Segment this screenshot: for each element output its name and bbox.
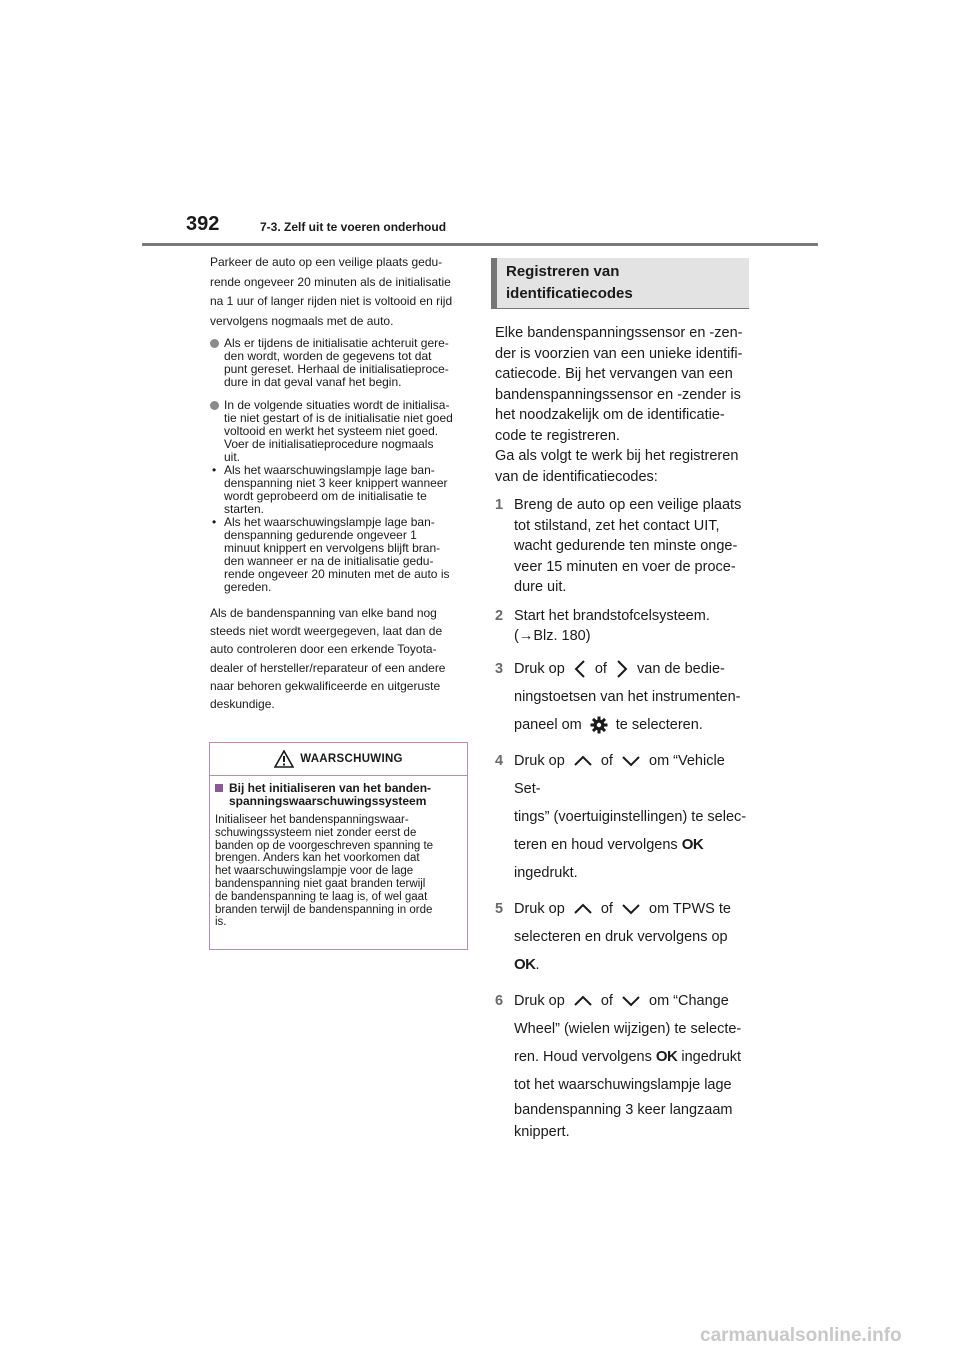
step-number: 6 bbox=[495, 992, 504, 1009]
text-line: der is voorzien van een unieke identifi- bbox=[495, 345, 743, 362]
text-line: denspanning niet 3 keer knippert wanneer bbox=[224, 476, 448, 490]
text-line: wacht gedurende ten minste onge- bbox=[514, 538, 738, 554]
text-line: steeds niet wordt weergegeven, laat dan de bbox=[210, 624, 443, 639]
text-fragment: van de bedie- bbox=[637, 660, 725, 677]
text-line: wordt geprobeerd om de initialisatie te bbox=[224, 489, 427, 503]
text-line: dure uit. bbox=[514, 579, 567, 595]
bullet-dot-icon bbox=[210, 401, 219, 410]
left-column bbox=[210, 253, 470, 719]
warning-header bbox=[210, 743, 467, 776]
square-bullet-icon bbox=[215, 784, 223, 792]
text-line: auto controleren door een erkende Toyota- bbox=[210, 642, 437, 657]
chevron-up-icon bbox=[573, 754, 593, 768]
heading-line: Registreren van bbox=[506, 263, 620, 280]
intro-paragraph bbox=[210, 253, 470, 331]
text-fragment: of bbox=[600, 752, 613, 769]
right-column bbox=[495, 323, 755, 1143]
bullet-reversing bbox=[210, 337, 470, 389]
sub-list bbox=[210, 464, 470, 594]
text-line: banden op de voorgeschreven spanning te bbox=[215, 839, 434, 852]
page-number: 392 bbox=[186, 213, 220, 235]
text-line: dealer of hersteller/reparateur of een andere bbox=[210, 660, 446, 675]
text-fragment: paneel om bbox=[514, 716, 582, 733]
text-fragment: ren. Houd vervolgens bbox=[514, 1048, 652, 1065]
section-heading bbox=[491, 258, 749, 309]
gear-icon bbox=[590, 716, 608, 734]
text-line: • Als het waarschuwingslampje lage ban- bbox=[224, 463, 435, 477]
text-line: Als er tijdens de initialisatie achteruit gere- bbox=[224, 336, 449, 350]
page-reference: (→Blz. 180) bbox=[514, 628, 591, 644]
text-line: code te registreren. bbox=[495, 427, 620, 444]
text-line: Parkeer de auto op een veilige plaats gedu- bbox=[210, 255, 443, 269]
text-line: knippert. bbox=[514, 1123, 570, 1140]
text-line: • Als het waarschuwingslampje lage ban- bbox=[224, 515, 435, 529]
text-line: punt gereset. Herhaal de initialisatieproce- bbox=[224, 362, 449, 376]
text-line: is. bbox=[215, 916, 227, 929]
step-6 bbox=[495, 987, 755, 1143]
text-line: na 1 uur of langer rijden niet is voltooid en rijd bbox=[210, 294, 453, 308]
list-item bbox=[210, 464, 470, 516]
text-line: rende ongeveer 20 minuten als de initialisatie bbox=[210, 274, 451, 289]
closing-paragraph bbox=[210, 604, 470, 713]
text-line: bandenspanning niet gaat branden terwijl bbox=[215, 877, 426, 890]
warning-body bbox=[210, 776, 467, 929]
text-line: catiecode. Bij het vervangen van een bbox=[495, 366, 733, 382]
text-fragment: Druk op bbox=[514, 900, 565, 917]
text-line: uit. bbox=[224, 450, 241, 464]
text-line: het noodzakelijk om de identificatie- bbox=[495, 407, 725, 423]
chevron-up-icon bbox=[573, 994, 593, 1008]
text-fragment: . bbox=[535, 956, 540, 973]
warning-title: WAARSCHUWING bbox=[300, 753, 403, 765]
text-line: starten. bbox=[224, 502, 265, 516]
ok-button-icon: OK bbox=[655, 1047, 678, 1065]
chevron-right-icon bbox=[615, 659, 629, 679]
text-line: tie niet gestart of is de initialisatie niet goed bbox=[224, 411, 453, 425]
chevron-left-icon bbox=[573, 659, 587, 679]
text-line: spanningswaarschuwingssysteem bbox=[229, 794, 427, 808]
step-5 bbox=[495, 895, 755, 979]
text-line: denspanning gedurende ongeveer 1 bbox=[224, 528, 417, 542]
warning-text bbox=[215, 814, 462, 929]
text-line: Voer de initialisatieprocedure nogmaals bbox=[224, 437, 434, 451]
list-item bbox=[210, 516, 470, 594]
text-line: tot het waarschuwingslampje lage bbox=[514, 1076, 732, 1093]
text-fragment: teren en houd vervolgens bbox=[514, 836, 678, 853]
text-line: branden terwijl de bandenspanning in orde bbox=[215, 903, 433, 916]
warning-triangle-icon bbox=[274, 750, 294, 768]
heading-line: identificatiecodes bbox=[506, 285, 633, 302]
text-line: den wanneer er na de initialisatie gedu- bbox=[224, 554, 434, 568]
ok-button-icon: OK bbox=[514, 955, 536, 973]
text-line: Bij het initialiseren van het banden- bbox=[229, 781, 432, 795]
text-line: bandenspanning 3 keer langzaam bbox=[514, 1101, 733, 1118]
text-fragment: of bbox=[594, 660, 607, 677]
text-line: Elke bandenspanningssensor en -zen- bbox=[495, 325, 743, 341]
text-fragment: om TPWS te bbox=[649, 900, 731, 917]
text-fragment: Druk op bbox=[514, 660, 565, 677]
text-line: minuut knippert en vervolgens blijft bran- bbox=[224, 541, 441, 555]
text-line: voltooid en werkt het systeem niet goed. bbox=[224, 424, 439, 438]
text-line: Initialiseer het bandenspanningswaar- bbox=[215, 814, 409, 826]
text-line: vervolgens nogmaals met de auto. bbox=[210, 313, 394, 328]
text-line: tings” (voertuiginstellingen) te selec- bbox=[514, 808, 747, 825]
text-line: In de volgende situaties wordt de initialisa- bbox=[224, 398, 450, 412]
step-number: 2 bbox=[495, 607, 504, 624]
warning-subtitle bbox=[215, 782, 462, 808]
text-line: gereden. bbox=[224, 580, 272, 594]
ok-button-icon: OK bbox=[681, 835, 704, 853]
text-line: bandenspanningssensor en -zender is bbox=[495, 386, 741, 403]
chevron-down-icon bbox=[621, 902, 641, 916]
text-line: den wordt, worden de gegevens tot dat bbox=[224, 349, 432, 363]
bullet-dot-icon bbox=[210, 339, 219, 348]
text-fragment: of bbox=[600, 900, 613, 917]
warning-box bbox=[209, 742, 468, 950]
text-fragment: of bbox=[600, 992, 613, 1009]
step-1 bbox=[495, 495, 755, 598]
text-line: veer 15 minuten en voer de proce- bbox=[514, 558, 736, 575]
text-line: tot stilstand, zet het contact UIT, bbox=[514, 517, 720, 534]
text-fragment: Druk op bbox=[514, 752, 565, 769]
text-line: Breng de auto op een veilige plaats bbox=[514, 497, 742, 513]
step-number: 3 bbox=[495, 660, 504, 677]
text-fragment: om “Vehicle Set- bbox=[514, 752, 725, 797]
text-line: ingedrukt. bbox=[514, 864, 578, 881]
chevron-down-icon bbox=[621, 994, 641, 1008]
step-number: 1 bbox=[495, 497, 504, 513]
text-fragment: om “Change bbox=[649, 992, 729, 1009]
chevron-up-icon bbox=[573, 902, 593, 916]
text-line: ningstoetsen van het instrumenten- bbox=[514, 688, 741, 705]
registration-intro bbox=[495, 323, 755, 487]
text-line: van de identificatiecodes: bbox=[495, 468, 658, 485]
text-line: naar behoren gekwalificeerde en uitgeruste bbox=[210, 678, 441, 693]
text-line: Start het brandstofcelsysteem. bbox=[514, 607, 710, 624]
text-fragment: te selecteren. bbox=[615, 716, 703, 733]
chevron-down-icon bbox=[621, 754, 641, 768]
watermark: carmanualsonline.info bbox=[700, 1325, 902, 1346]
text-line: rende ongeveer 20 minuten met de auto is bbox=[224, 567, 450, 581]
step-4 bbox=[495, 747, 755, 887]
text-line: dure in dat geval vanaf het begin. bbox=[224, 375, 402, 389]
text-line: schuwingssysteem niet zonder eerst de bbox=[215, 826, 417, 839]
text-line: het waarschuwingslampje voor de lage bbox=[215, 865, 414, 878]
header-rule bbox=[142, 243, 818, 246]
text-line: Als de bandenspanning van elke band nog bbox=[210, 606, 437, 620]
step-2 bbox=[495, 606, 755, 647]
text-fragment: ingedrukt bbox=[681, 1048, 742, 1065]
text-line: Wheel” (wielen wijzigen) te selecte- bbox=[514, 1020, 742, 1037]
step-3 bbox=[495, 655, 755, 739]
text-line: de bandenspanning te laag is, of wel gaat bbox=[215, 890, 428, 903]
text-line: deskundige. bbox=[210, 697, 275, 712]
text-line: selecteren en druk vervolgens op bbox=[514, 928, 728, 945]
step-number: 5 bbox=[495, 900, 504, 917]
text-line: Ga als volgt te werk bij het registreren bbox=[495, 448, 739, 464]
text-fragment: Druk op bbox=[514, 992, 565, 1009]
step-number: 4 bbox=[495, 752, 504, 769]
bullet-situations bbox=[210, 399, 470, 594]
section-title: 7-3. Zelf uit te voeren onderhoud bbox=[260, 220, 447, 234]
text-line: brengen. Anders kan het voorkomen dat bbox=[215, 852, 420, 865]
